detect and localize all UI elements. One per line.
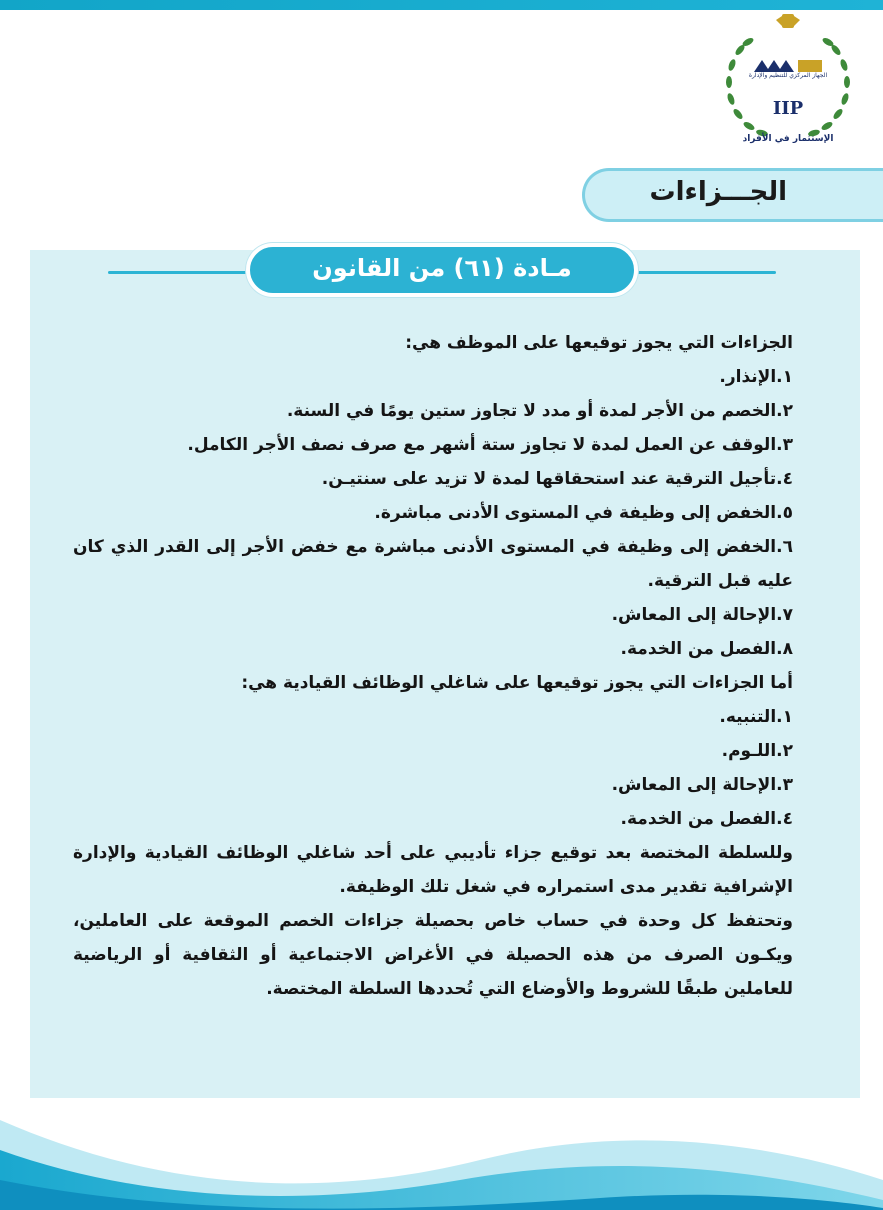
- list-item: ٧.الإحالة إلى المعاش.: [611, 605, 793, 625]
- list-item: ٤.تأجيل الترقية عند استحقاقها لمدة لا تزيد على سنتيـن.: [321, 469, 793, 489]
- organization-logo: [718, 10, 858, 160]
- list-item: ٨.الفصل من الخدمة.: [620, 639, 793, 659]
- article-header: [246, 243, 638, 297]
- list-item: ٣.الوقف عن العمل لمدة لا تجاوز ستة أشهر مع صرف نصف الأجر الكامل.: [187, 435, 793, 455]
- list-item: ٦.الخفض إلى وظيفة في المستوى الأدنى مباشرة مع خفض الأجر إلى القدر الذي كان عليه قبل الترقية.: [73, 537, 793, 591]
- intro-paragraph: الجزاءات التي يجوز توقيعها على الموظف هي:: [405, 333, 793, 353]
- svg-text:IIP: IIP: [772, 98, 804, 119]
- article-rule-left: [108, 271, 248, 274]
- list-item: ١.التنبيه.: [719, 707, 793, 727]
- list-item: ٢.اللـوم.: [721, 741, 793, 761]
- section-header: [582, 168, 883, 222]
- top-stripe: [0, 0, 883, 10]
- list-item: ١.الإنذار.: [719, 367, 793, 387]
- list-item: ٢.الخصم من الأجر لمدة أو مدد لا تجاوز ستين يومًا في السنة.: [286, 401, 793, 421]
- logo-caption: الإستثمار في الأفراد: [742, 134, 834, 144]
- decorative-wave: [0, 1080, 883, 1210]
- article-body: [73, 326, 793, 1006]
- logo-org-name: الجهاز المركزي للتنظيم والإدارة: [748, 72, 828, 79]
- authority-paragraph: وللسلطة المختصة بعد توقيع جزاء تأديبي على أحد شاغلي الوظائف القيادية والإدارة الإشرافية تقدير مدى استمراره في شغل تلك الوظيفة.: [73, 843, 793, 897]
- article-title: مـادة (٦١) من القانون: [312, 254, 572, 282]
- list-item: ٥.الخفض إلى وظيفة في المستوى الأدنى مباشرة.: [374, 503, 793, 523]
- leadership-intro-paragraph: أما الجزاءات التي يجوز توقيعها على شاغلي الوظائف القيادية هي:: [241, 673, 793, 693]
- section-title: الجـــزاءات: [649, 177, 787, 207]
- article-rule-right: [636, 271, 776, 274]
- fund-paragraph: وتحتفظ كل وحدة في حساب خاص بحصيلة جزاءات الخصم الموقعة على العاملين، ويكـون الصرف من هذه الحصيلة في الأغراض الاجتماعية أو الثقافية أو الرياضية للعاملين طبقًا للشروط والأوضاع التي تُحددها السلطة المختصة.: [73, 911, 793, 999]
- list-item: ٤.الفصل من الخدمة.: [620, 809, 793, 829]
- list-item: ٣.الإحالة إلى المعاش.: [611, 775, 793, 795]
